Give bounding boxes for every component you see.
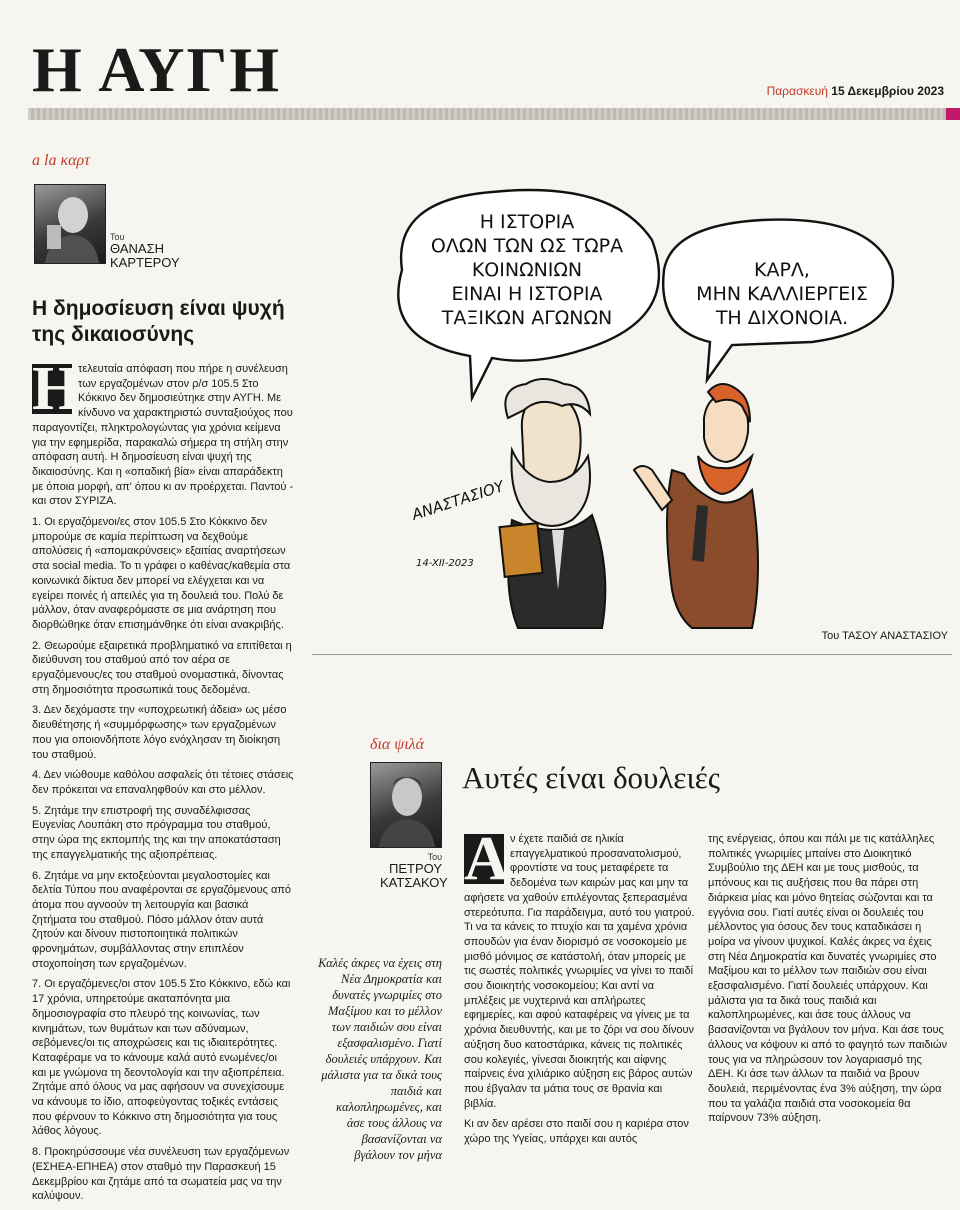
author-name-2b: ΚΑΤΣΑΚΟΥ	[380, 875, 448, 891]
author-photo-2	[370, 762, 442, 848]
article-headline-2: Αυτές είναι δουλειές	[462, 760, 721, 795]
section-label-1: a la καρτ	[32, 152, 90, 169]
article-intro-1	[32, 355, 294, 509]
cartoon-drawing	[312, 170, 952, 635]
pull-quote: Καλές άκρες να έχεις στη Νέα Δημοκρατία και δυνατές γνωριμίες στο Μαξίμου και το μέλλον των παιδιών σου είναι εξασφαλισμένο. Γιατί δουλειές υπάρχουν. Και μάλιστα για τα δικά τους παιδιά και καλοπληρωμένες, και άσε τους άλλους να βασανίζονται να βγάλουν τον μήνα	[318, 956, 442, 1162]
author-credit-1	[110, 232, 180, 271]
author-name-1b: ΚΑΡΤΕΡΟΥ	[110, 255, 180, 271]
cartoon-divider	[312, 654, 952, 655]
bubble1-line5: ΤΑΞΙΚΩΝ ΑΓΩΝΩΝ	[441, 307, 613, 329]
bubble1-line3: ΚΟΙΝΩΝΙΩΝ	[471, 259, 583, 281]
masthead: Η ΑΥΓΗ	[32, 34, 281, 105]
intro-text-1: τελευταία απόφαση που πήρε η συνέλευση των εργαζομένων στον ρ/σ 105.5 Στο Κόκκινο δεν δημοσιεύτηκε στην ΑΥΓΗ. Με κίνδυνο να χαρακτηριστώ συνταξιούχος που παραγοντίζει, πληκτρολογώντας για χρόνια κείμενα για την εφημερίδα, παρακαλώ σήμερα τη στήλη στην απόφαση αυτή. Η δημοσίευση είναι ψυχή της δικαιοσύνης. Και η «οπαδική βία» είναι απαράδεκτη με όποια μορφή, απ' όπου κι αν προέρχεται. Παντού - και στον ΣΥΡΙΖΑ.	[32, 363, 294, 508]
body2-para-3: της ενέργειας, όπου και πάλι με τις κατάλληλες πολιτικές γνωριμίες μπαίνει στο Διοικητικό Συμβούλιο της ΔΕΗ και με τους μισθούς, τα μπόνους και τις αυξήσεις που θα πάρει στη διάρκεια μίας και μόνο θητείας σώζονται και τα εγγόνια σου. Γιατί αυτές είναι οι δουλειές του μέλλοντος για όσους δεν τους καταδικάσει η μοίρα να γίνουν ψυχικοί. Καλές άκρες να έχεις στη Νέα Δημοκρατία και δυνατές γνωριμίες στο Μαξίμου και το μέλλον των παιδιών σου είναι εξασφαλισμένο. Γιατί δουλειές υπάρχουν. Και μάλιστα για τα δικά τους παιδιά και καλοπληρωμένες, και άσε τους άλλους να βασανίζονται να βγάλουν τον μήνα. Και άσε τους άλλους να κόψουν κι από το φαγητό των παιδιών τους για να πληρώσουν τον λογαριασμό της ΔΕΗ. Κι άσε των άλλων τα παιδιά να βρουν δουλειά, περιμένοντας ένα 3% αύξηση, την ώρα που τα γαλάζια παιδιά στα νοσοκομεία θα παίρνουν 73% αύξηση.	[708, 833, 947, 1125]
engels-figure	[634, 384, 758, 628]
masthead-accent	[946, 108, 960, 120]
author-prefix-2: Του	[427, 852, 442, 862]
cartoon-signature	[409, 477, 508, 569]
signature-date: 14-XII-2023	[416, 558, 474, 569]
cartoon-credit-name: ΤΑΣΟΥ ΑΝΑΣΤΑΣΙΟΥ	[842, 630, 948, 642]
dropcap-1: Η	[32, 355, 81, 423]
dropcap-2: Α	[464, 825, 509, 893]
author-credit-2	[380, 852, 448, 891]
bubble1-line1: Η ΙΣΤΟΡΙΑ	[479, 211, 575, 233]
bubble1-line4: ΕΙΝΑΙ Η ΙΣΤΟΡΙΑ	[451, 283, 603, 305]
author-prefix-1: Του	[110, 232, 125, 242]
bubble2-line3: ΤΗ ΔΙΧΟΝΟΙΑ.	[715, 307, 849, 329]
body2-text-1: ν έχετε παιδιά σε ηλικία επαγγελματικού προσανατολισμού, φροντίστε να τους μεταφέρετε τα δεδομένα των καιρών μας και μην τα αφήσετε να χαθούν επιλέγοντας ξεπερασμένα στερεότυπα. Για παράδειγμα, αυτό του γιατρού. Τι να τα κάνεις το πτυχίο και τα χαμένα χρόνια σπουδών για έναν διορισμό σε νοσοκομείο με μισθό μόνιμος σε κατάστολή, όταν μπορείς με τις σωστές πολιτικές γνωριμίες να γίνει το παιδί σου διοικητής νοσοκομείου; Και αντί να μπλέξεις με νυχτερινά και απλήρωτες εφημερίες, και αφού καταφέρεις να γίνεις με τα χρόνια διευθυντής, και με το ζόρι να σου δίνουν αύξηση δυο κατοστάρικα, κάνεις τις πολιτικές σου κολεγιές, γίνεσαι διοικητής και αίφνης παίρνεις ένα χιλιάρικο αύξηση εις βάρος αυτών που έβγαλαν τα μάτια τους σε θρανία και βιβλία.	[464, 833, 695, 1110]
issue-date-text: 15 Δεκεμβρίου 2023	[831, 84, 944, 98]
author-name-1a: ΘΑΝΑΣΗ	[110, 241, 165, 256]
point-3: 3. Δεν δεχόμαστε την «υποχρεωτική άδεια» ως μέσο διευθέτησης ή «συμμόρφωσης» των εργαζομένων που για οποιονδήποτε λόγο ενόχλησαν τη διοίκηση του σταθμού.	[32, 704, 287, 761]
cartoon-credit-prefix: Του	[821, 630, 840, 642]
bubble2-line1: ΚΑΡΛ,	[754, 259, 810, 281]
signature-name: ΑΝΑΣΤΑΣΙΟΥ	[409, 477, 507, 524]
author-name-2a: ΠΕΤΡΟΥ	[388, 861, 442, 876]
masthead-rule	[28, 108, 954, 120]
author-photo-1	[34, 184, 106, 264]
article-body-2b	[708, 832, 948, 1132]
section-label-2: δια ψιλά	[370, 736, 424, 753]
point-7: 7. Οι εργαζόμενες/οι στον 105.5 Στο Κόκκινο, εδώ και 17 χρόνια, υπηρετούμε ακαταπόνητα μια δημοσιογραφία στο πλευρό της κοινωνίας, των κινημάτων, των θυμάτων και των αδύναμων, σεβόμενες/οι τις αποχρώσεις και τις ιδιαιτερότητες. Καταφέραμε να το κάνουμε καλά αυτό ενωμένες/οι και με γνώμονα τη δεοντολογία και την αξιοπρέπεια. Ζητάμε από όλους να μας αφήσουν να συνεχίσουμε να κάνουμε το ίδιο, αποφεύγοντας τοξικές εντάσεις που φέρνουν το Κόκκινο στη δημοσιότητα για τους λάθος λόγους.	[32, 978, 291, 1138]
point-5: 5. Ζητάμε την επιστροφή της συναδέλφισσας Ευγενίας Λουπάκη στο πρόγραμμα του σταθμού, στην ώρα της εκπομπής της και την αποκατάσταση της επαγγελματικής της αξιοπρέπειας.	[32, 804, 281, 861]
issue-date	[767, 84, 944, 98]
bubble2-line2: ΜΗΝ ΚΑΛΛΙΕΡΓΕΙΣ	[696, 283, 868, 305]
point-2: 2. Θεωρούμε εξαιρετικά προβληματικό να επιτίθεται η διεύθυνση του σταθμού από τον αέρα σε εργαζόμενους/ες του σταθμού ονομαστικά, δίνοντας στη δημοσιότητα προσωπικά τους δεδομένα.	[32, 639, 292, 696]
article-body-2a	[464, 825, 696, 1153]
article-body-1	[32, 355, 294, 1210]
cartoon	[312, 170, 952, 635]
body2-para-2: Κι αν δεν αρέσει στο παιδί σου η καριέρα στον χώρο της Υγείας, υπάρχει και αυτός	[464, 1118, 689, 1146]
bubble1-line2: ΟΛΩΝ ΤΩΝ ΩΣ ΤΩΡΑ	[430, 235, 624, 257]
body2-para-1	[464, 825, 696, 1111]
cartoon-credit	[822, 630, 948, 642]
article-headline-1: Η δημοσίευση είναι ψυχή της δικαιοσύνης	[32, 297, 285, 347]
issue-day: Παρασκευή	[766, 84, 828, 98]
point-4: 4. Δεν νιώθουμε καθόλου ασφαλείς ότι τέτοιες στάσεις δεν πρόκειται να επαναληφθούν και στο μέλλον.	[32, 769, 294, 796]
point-6: 6. Ζητάμε να μην εκτοξεύονται μεγαλοστομίες και δελτία Τύπου που αναφέρονται σε εργαζόμενους από άτομα που αγνοούν τη λειτουργία και βασικά ζητήματα του σταθμού. Πόσο μάλλον όταν αυτά ζητούν και δίνουν πιστοποιητικά πολιτικών φρονημάτων, συμβάλλοντας στην επιπλέον στοχοποίηση των εργαζομένων.	[32, 869, 292, 970]
marx-figure	[499, 379, 605, 628]
point-1: 1. Οι εργαζόμενοι/ες στον 105.5 Στο Κόκκινο δεν μπορούμε σε καμία περίπτωση να δεχθούμε απολύσεις ή «απομακρύνσεις» εξαιτίας αναρτήσεων στα social media. Το τι γράφει ο καθένας/καθεμία στα κοινωνικά δίκτυα δεν μπορεί να ελέγχεται και να εγείρει ποινές ή απειλές για τη δουλειά του. Πολύ δε μάλλον, όταν αναφερόμαστε σε μια ανάρτηση που διορθώθηκε όταν επισημάνθηκε ότι είναι ανακριβής.	[32, 516, 291, 631]
point-8: 8. Προκηρύσσουμε νέα συνέλευση των εργαζόμενων (ΕΣΗΕΑ-ΕΠΗΕΑ) στον σταθμό την Παρασκευή 15 Δεκεμβρίου και ζητάμε από τα σωματεία μας να την καλύψουν.	[32, 1146, 290, 1203]
